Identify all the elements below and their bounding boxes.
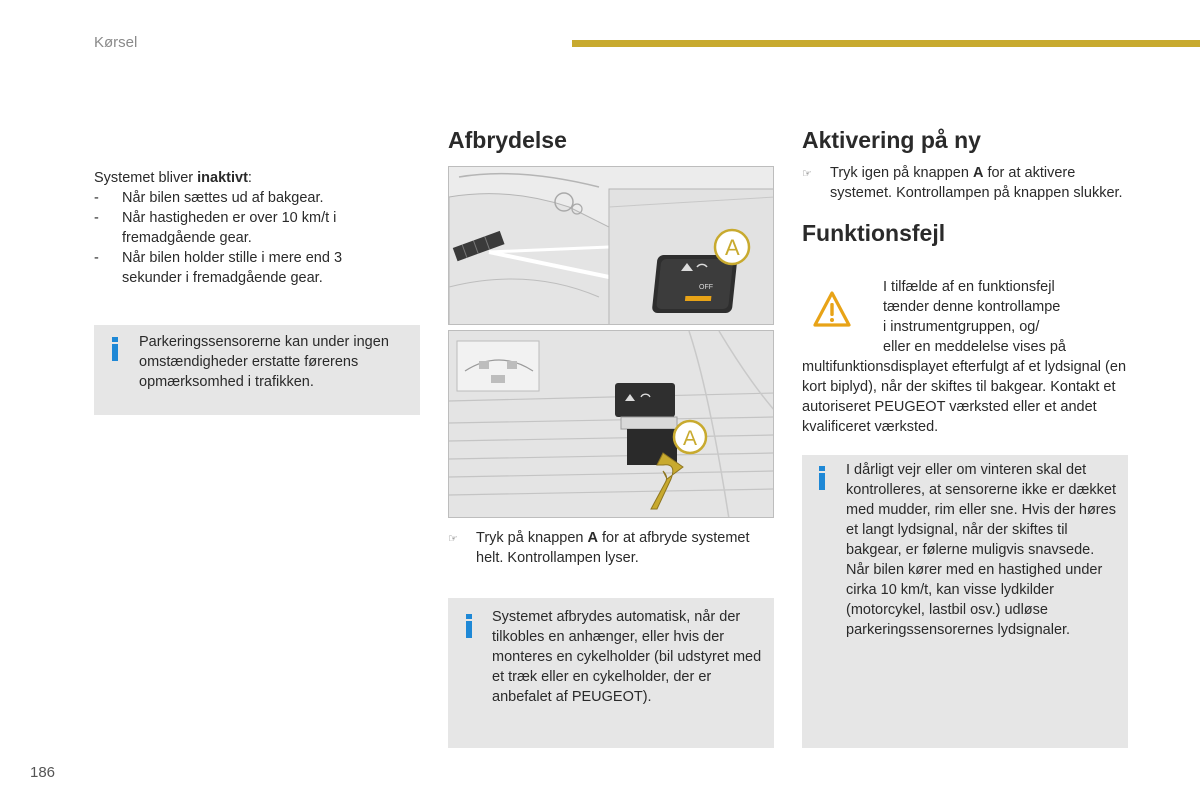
- heading-aktivering: Aktivering på ny: [802, 127, 981, 153]
- info-box-middle: [448, 598, 774, 748]
- figure-button-press: [448, 330, 774, 518]
- pointer-icon: ☞: [448, 533, 458, 545]
- warning-body: multifunktionsdisplayet efterfulgt af et lydsignal (en kort biplyd), når der skiftes til bakgear. Kontakt et autoriseret PEUGEOT værksted eller et andet kvalificeret værksted.: [802, 359, 1127, 435]
- intro-prefix: Systemet bliver: [94, 170, 198, 186]
- info-text: Parkeringssensorerne kan under ingen omstændigheder erstatte førerens opmærksomhed i trafikken.: [139, 334, 389, 390]
- intro-bold: inaktivt: [197, 170, 248, 186]
- info-box-left: [94, 325, 420, 415]
- info-icon: [819, 466, 829, 490]
- info-icon: [112, 337, 122, 361]
- dashboard-illustration: [449, 167, 774, 325]
- label-a-badge: A: [725, 235, 740, 260]
- label-a-badge: A: [683, 427, 698, 450]
- info-icon: [466, 614, 476, 638]
- figure-dashboard-closeup: [448, 166, 774, 325]
- page-number: 186: [30, 764, 56, 781]
- list-item: - Når hastigheden er over 10 km/t i fremadgående gear.: [94, 210, 337, 246]
- list-item: - Når bilen sættes ud af bakgear.: [94, 190, 324, 206]
- list-item: - Når bilen holder stille i mere end 3 sekunder i fremadgående gear.: [94, 250, 343, 286]
- warning-intro: I tilfælde af en funktionsfejl tænder denne kontrollampe i instrumentgruppen, og/ eller en meddelelse vises på: [883, 279, 1066, 355]
- info-text: I dårligt vejr eller om vinteren skal det kontrolleres, at sensorerne ikke er dækket med mudder, rim eller sne. Hvis der høres et langt lydsignal, når der skiftes til bakgear, er følerne muligvis snavsede. Når bilen kører med en hastighed under cirka 10 km/t, kan visse lydkilder (motorcykel, lastbil osv.) udløse parkeringssensorernes lydsignaler.: [846, 462, 1116, 638]
- inactive-conditions: [94, 168, 384, 288]
- info-text: Systemet afbrydes automatisk, når der tilkobles en anhænger, eller hvis der monteres en cykelholder (bil udstyret med et træk eller en cykelholder, der er anbefalet af PEUGEOT).: [492, 609, 762, 705]
- step-reactivate: ☞ Tryk igen på knappen A for at aktivere systemet. Kontrollampen på knappen slukker.: [802, 165, 1123, 201]
- button-press-illustration: [449, 331, 774, 518]
- pointer-icon: ☞: [802, 168, 812, 180]
- step-deactivate: ☞ Tryk på knappen A for at afbryde systemet helt. Kontrollampen lyser.: [448, 530, 750, 566]
- heading-afbrydelse: Afbrydelse: [448, 127, 567, 153]
- intro-line: [94, 168, 384, 188]
- off-button-text: OFF: [699, 284, 713, 291]
- chapter-title: Kørsel: [94, 34, 138, 51]
- info-box-right: [802, 455, 1128, 748]
- heading-funktionsfejl: Funktionsfejl: [802, 220, 946, 246]
- header-accent-bar: [572, 40, 1200, 47]
- warning-triangle-icon: [812, 290, 852, 335]
- intro-suffix: :: [247, 170, 252, 186]
